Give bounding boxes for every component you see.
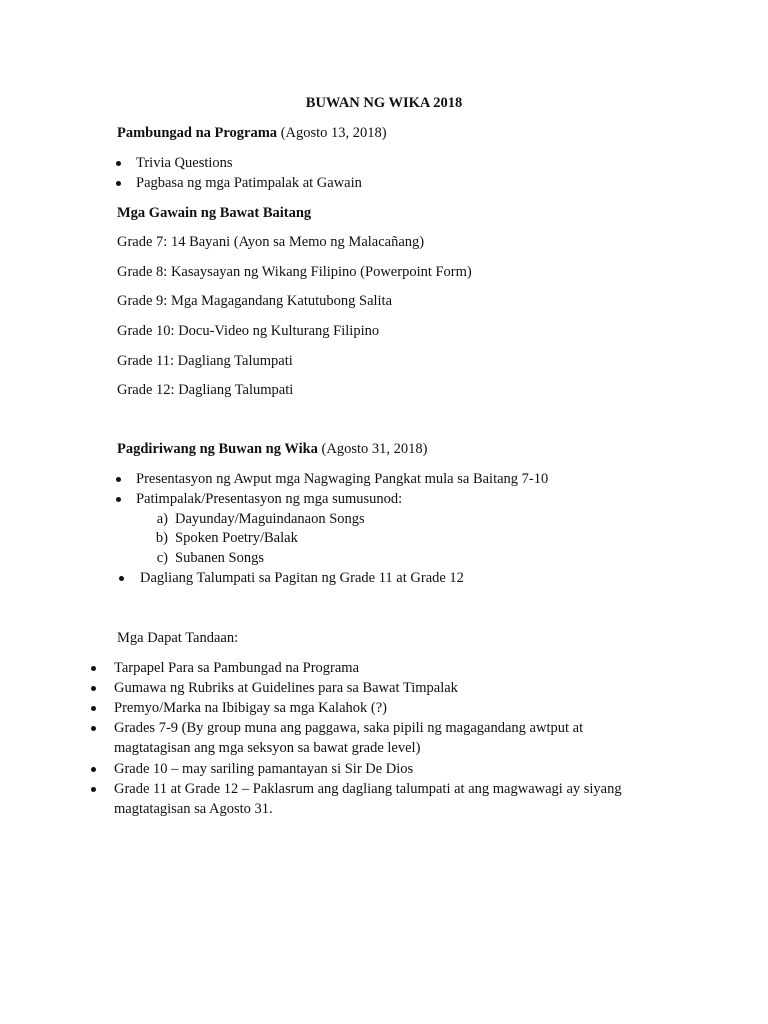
grade-line: Grade 11: Dagliang Talumpati <box>117 353 293 369</box>
opening-bullet-1: Trivia Questions <box>136 155 233 171</box>
opening-date: (Agosto 13, 2018) <box>277 125 387 141</box>
bullet-dot-icon <box>119 576 124 581</box>
grade-line: Grade 8: Kasaysayan ng Wikang Filipino (Powerpoint Form) <box>117 264 472 280</box>
sub-item-letter: c) <box>156 550 168 566</box>
note-item: Grade 10 – may sariling pamantayan si Sir De Dios <box>114 761 414 777</box>
sub-item-text: Spoken Poetry/Balak <box>175 530 298 546</box>
grade-line: Grade 10: Docu-Video ng Kulturang Filipino <box>117 323 380 339</box>
celebration-date: (Agosto 31, 2018) <box>317 441 428 457</box>
grade-line: Grade 7: 14 Bayani (Ayon sa Memo ng Malacañang) <box>117 234 425 250</box>
bullet-dot-icon <box>91 706 96 711</box>
celebration-heading-line <box>117 440 427 458</box>
note-item-continuation: magtatagisan sa Agosto 31. <box>114 801 273 817</box>
note-item: Premyo/Marka na Ibibigay sa mga Kalahok (?) <box>114 700 387 716</box>
bullet-dot-icon <box>91 666 96 671</box>
note-item: Grades 7-9 (By group muna ang paggawa, saka pipili ng magagandang awtput at <box>114 720 584 736</box>
grade-line: Grade 12: Dagliang Talumpati <box>117 382 294 398</box>
bullet-dot-icon <box>91 787 96 792</box>
sub-item-letter: a) <box>156 511 168 527</box>
document-title: BUWAN NG WIKA 2018 <box>305 95 463 111</box>
sub-item-text: Dayunday/Maguindanaon Songs <box>175 511 365 527</box>
celebration-bullet-1: Presentasyon ng Awput mga Nagwaging Pangkat mula sa Baitang 7-10 <box>136 471 549 487</box>
bullet-dot-icon <box>116 497 121 502</box>
note-item: Tarpapel Para sa Pambungad na Programa <box>114 660 359 676</box>
notes-heading: Mga Dapat Tandaan: <box>117 630 239 646</box>
activities-heading: Mga Gawain ng Bawat Baitang <box>117 205 312 221</box>
opening-heading-line <box>117 124 387 142</box>
bullet-dot-icon <box>91 767 96 772</box>
celebration-heading: Pagdiriwang ng Buwan ng Wika <box>117 441 318 457</box>
bullet-dot-icon <box>91 686 96 691</box>
note-item-continuation: magtatagisan ang mga seksyon sa bawat grade level) <box>114 740 421 756</box>
opening-bullet-2: Pagbasa ng mga Patimpalak at Gawain <box>136 175 362 191</box>
bullet-dot-icon <box>116 161 121 166</box>
bullet-dot-icon <box>116 181 121 186</box>
note-item: Gumawa ng Rubriks at Guidelines para sa Bawat Timpalak <box>114 680 458 696</box>
celebration-bullet-3: Dagliang Talumpati sa Pagitan ng Grade 11 at Grade 12 <box>140 570 464 586</box>
sub-item-letter: b) <box>155 530 168 546</box>
grade-line: Grade 9: Mga Magagandang Katutubong Salita <box>117 293 393 309</box>
bullet-dot-icon <box>91 726 96 731</box>
bullet-dot-icon <box>116 477 121 482</box>
opening-heading: Pambungad na Programa <box>117 125 278 141</box>
sub-item-text: Subanen Songs <box>175 550 265 566</box>
celebration-bullet-2: Patimpalak/Presentasyon ng mga sumusunod: <box>136 491 403 507</box>
note-item: Grade 11 at Grade 12 – Paklasrum ang dagliang talumpati at ang magwawagi ay siyang <box>114 781 622 797</box>
